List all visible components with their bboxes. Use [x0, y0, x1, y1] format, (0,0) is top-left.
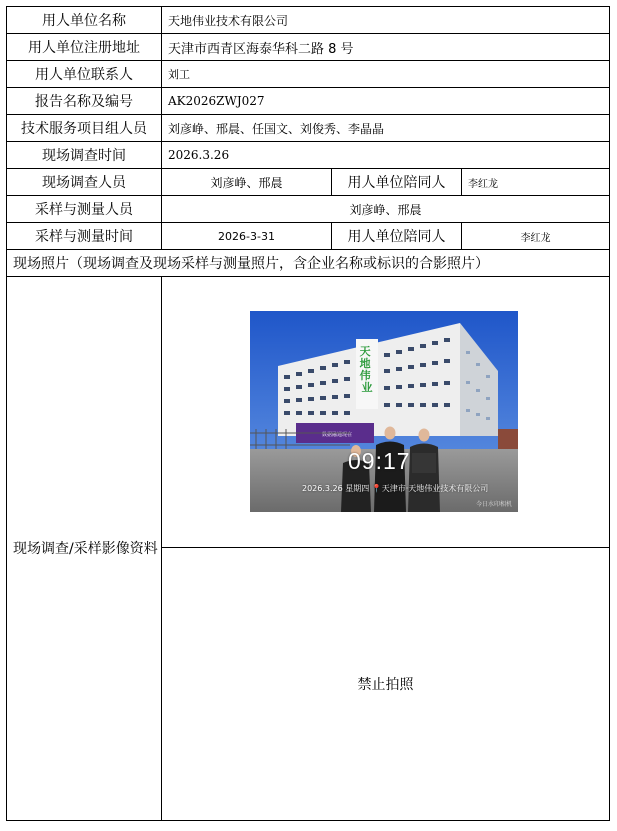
no-photo-text: 禁止拍照	[162, 548, 610, 821]
truck-text: 数据融通现在	[322, 432, 353, 438]
building-photo-image	[250, 311, 518, 512]
team-label: 技术服务项目组人员	[7, 115, 162, 142]
survey-time-value: 2026.3.26	[162, 142, 610, 169]
report-number: AK2026ZWJ027	[162, 88, 610, 115]
sampling-escort-value: 李红龙	[462, 223, 610, 250]
watermark-info: 2026.3.26 星期四 📍天津市·天地伟业技术有限公司	[302, 484, 489, 493]
photo-cell	[162, 277, 610, 548]
contact-label: 用人单位联系人	[7, 61, 162, 88]
watermark-corner: 今日水印相机	[475, 501, 512, 508]
watermark-time: 09:17	[348, 448, 411, 474]
sampling-time-value: 2026-3-31	[162, 223, 332, 250]
contact-value: 刘工	[162, 61, 610, 88]
sampling-time-label: 采样与测量时间	[7, 223, 162, 250]
survey-staff-label: 现场调查人员	[7, 169, 162, 196]
sampling-staff-value: 刘彦峥、邢晨	[162, 196, 610, 223]
photo-section-title: 现场照片（现场调查及现场采样与测量照片，含企业名称或标识的合影照片）	[7, 250, 610, 277]
building-sign-text: 天 地 伟 业	[359, 345, 373, 394]
unit-name-label: 用人单位名称	[7, 7, 162, 34]
survey-time-label: 现场调查时间	[7, 142, 162, 169]
site-photo	[250, 311, 518, 512]
unit-name-value: 天地伟业技术有限公司	[162, 7, 610, 34]
survey-staff-value: 刘彦峥、邢晨	[162, 169, 332, 196]
survey-escort-label: 用人单位陪同人	[332, 169, 462, 196]
site-record-form	[6, 6, 610, 821]
survey-escort-value: 李红龙	[462, 169, 610, 196]
media-label: 现场调查/采样影像资料	[7, 277, 162, 821]
sampling-staff-label: 采样与测量人员	[7, 196, 162, 223]
sampling-escort-label: 用人单位陪同人	[332, 223, 462, 250]
report-label: 报告名称及编号	[7, 88, 162, 115]
address-value: 天津市西青区海泰华科二路 8 号	[162, 34, 610, 61]
team-value: 刘彦峥、邢晨、任国文、刘俊秀、李晶晶	[162, 115, 610, 142]
address-label: 用人单位注册地址	[7, 34, 162, 61]
